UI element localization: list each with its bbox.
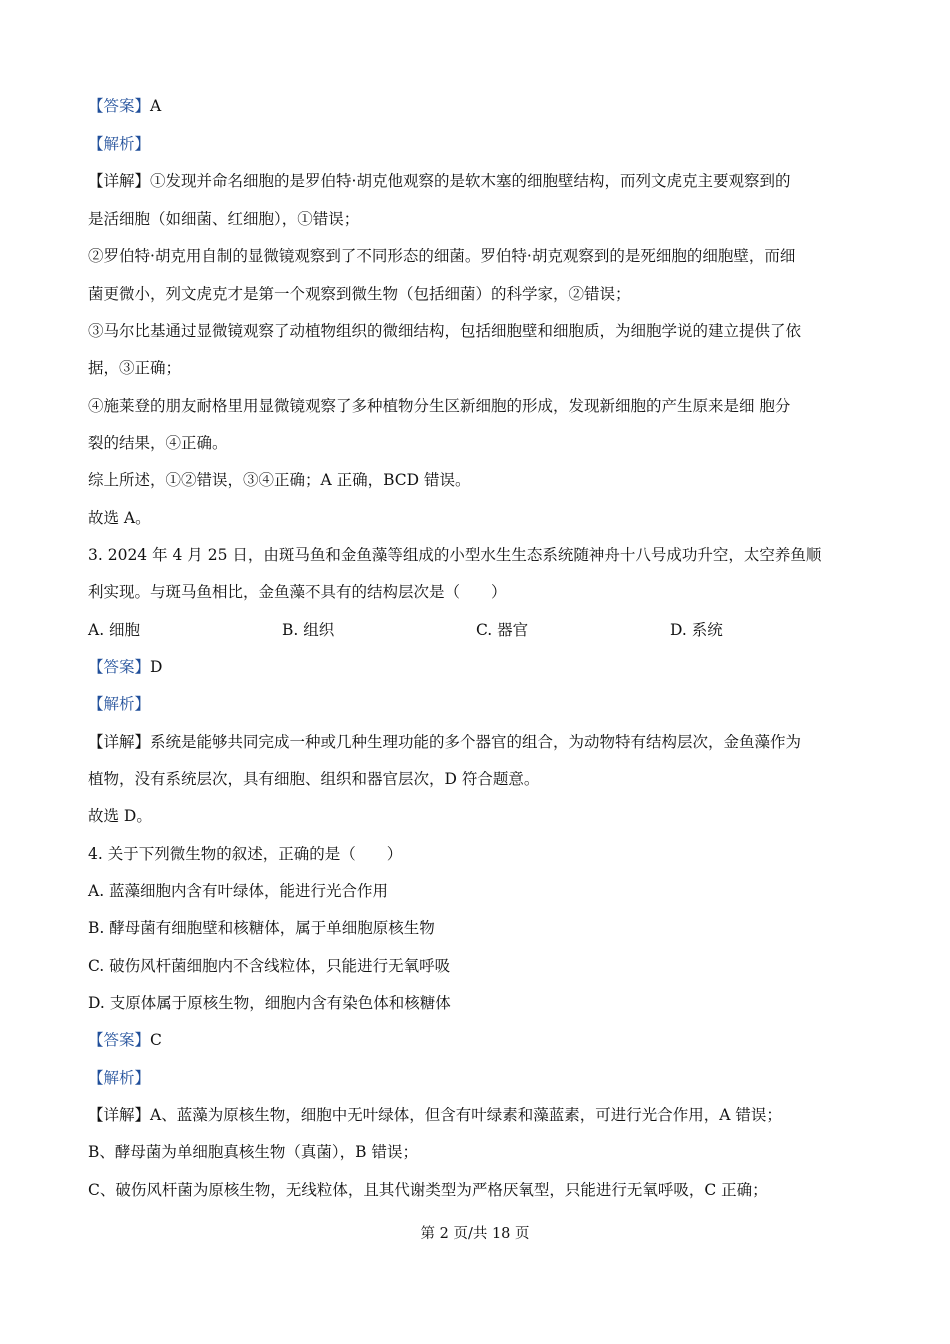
detail-label: 【详解】 — [88, 1106, 151, 1124]
q4-option-b: B. 酵母菌有细胞壁和核糖体，属于单细胞原核生物 — [88, 919, 435, 937]
q2-detail-line: 是活细胞（如细菌、红细胞），①错误； — [88, 210, 360, 228]
q3-choice-line: 故选 D。 — [88, 807, 152, 825]
analysis-label: 【解析】 — [88, 695, 151, 713]
q4-option-d: D. 支原体属于原核生物，细胞内含有染色体和核糖体 — [88, 994, 451, 1012]
q3-option-b: B. 组织 — [282, 621, 335, 639]
answer-label: 【答案】 — [88, 1031, 151, 1049]
q2-summary-line: 综上所述，①②错误，③④正确；A 正确，BCD 错误。 — [88, 471, 471, 489]
q4-option-c: C. 破伤风杆菌细胞内不含线粒体，只能进行无氧呼吸 — [88, 957, 451, 975]
q3-answer-line — [88, 657, 162, 677]
q4-answer-value: C — [150, 1031, 162, 1049]
q2-detail-line: 据，③正确； — [88, 359, 182, 377]
q3-detail-line — [88, 732, 801, 752]
answer-label: 【答案】 — [88, 658, 151, 676]
detail-label: 【详解】 — [88, 733, 151, 751]
q2-detail-line: ④施莱登的朋友耐格里用显微镜观察了多种植物分生区新细胞的形成，发现新细胞的产生原来是细 胞分 — [88, 397, 791, 415]
q2-detail-line: 菌更微小，列文虎克才是第一个观察到微生物（包括细菌）的科学家，②错误； — [88, 285, 631, 303]
q2-answer-value: A — [150, 97, 162, 115]
q3-stem-line: 3. 2024 年 4 月 25 日，由斑马鱼和金鱼藻等组成的小型水生生态系统随神舟十八号成功升空，太空养鱼顺 — [88, 546, 822, 564]
q2-detail-line: ②罗伯特·胡克用自制的显微镜观察到了不同形态的细菌。罗伯特·胡克观察到的是死细胞的细胞壁，而细 — [88, 247, 796, 265]
q3-detail-line: 植物，没有系统层次，具有细胞、组织和器官层次，D 符合题意。 — [88, 770, 540, 788]
q4-detail-line: C、破伤风杆菌为原核生物，无线粒体，且其代谢类型为严格厌氧型，只能进行无氧呼吸，C 正确； — [88, 1181, 768, 1199]
q4-stem-line: 4. 关于下列微生物的叙述，正确的是（ ） — [88, 845, 403, 863]
page-footer: 第 2 页/共 18 页 — [420, 1226, 530, 1242]
q4-detail-line: B、酵母菌为单细胞真核生物（真菌），B 错误； — [88, 1143, 418, 1161]
q2-analysis-line — [88, 134, 150, 154]
q3-stem-line: 利实现。与斑马鱼相比，金鱼藻不具有的结构层次是（ ） — [88, 583, 507, 601]
q2-detail-text: ①发现并命名细胞的是罗伯特·胡克他观察的是软木塞的细胞壁结构，而列文虎克主要观察到的 — [150, 172, 791, 190]
analysis-label: 【解析】 — [88, 135, 151, 153]
analysis-label: 【解析】 — [88, 1069, 151, 1087]
q2-choice-line: 故选 A。 — [88, 509, 151, 527]
q4-analysis-line — [88, 1068, 150, 1088]
q3-analysis-line — [88, 694, 150, 714]
q3-option-a: A. 细胞 — [88, 621, 141, 639]
q2-answer-line — [88, 96, 161, 116]
q2-detail-line: 裂的结果，④正确。 — [88, 434, 228, 452]
q4-detail-line — [88, 1105, 782, 1125]
q3-answer-value: D — [150, 658, 163, 676]
answer-label: 【答案】 — [88, 97, 151, 115]
q2-detail-line — [88, 171, 790, 191]
detail-label: 【详解】 — [88, 172, 151, 190]
q2-detail-line: ③马尔比基通过显微镜观察了动植物组织的微细结构，包括细胞壁和细胞质，为细胞学说的建立提供了依 — [88, 322, 802, 340]
q3-option-c: C. 器官 — [476, 621, 529, 639]
q3-detail-text: 系统是能够共同完成一种或几种生理功能的多个器官的组合，为动物特有结构层次，金鱼藻作为 — [150, 733, 802, 751]
q4-answer-line — [88, 1030, 162, 1050]
q4-option-a: A. 蓝藻细胞内含有叶绿体，能进行光合作用 — [88, 882, 389, 900]
q4-detail-text: A、蓝藻为原核生物，细胞中无叶绿体，但含有叶绿素和藻蓝素，可进行光合作用，A 错误； — [150, 1106, 782, 1124]
q3-option-d: D. 系统 — [670, 621, 723, 639]
